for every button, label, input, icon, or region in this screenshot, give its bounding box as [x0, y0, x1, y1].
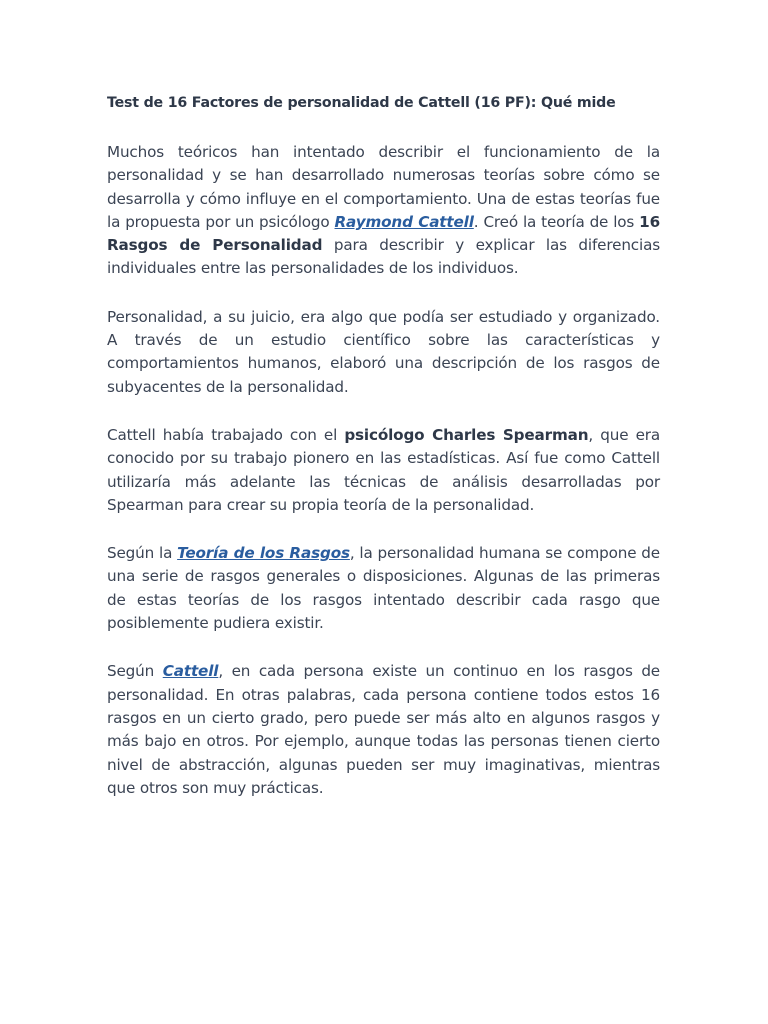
paragraph-1-text-a: Muchos teóricos han intentado describir el funcionamiento de la personalidad y se han desarrollado numerosas teorías sobre cómo se desarrolla y cómo influye en el comportamiento. Una de estas teorías fue la propuesta por un psicólogo [107, 143, 660, 231]
paragraph-1-text-b: . Creó la teoría de los [473, 212, 640, 231]
paragraph-1 [107, 141, 660, 281]
paragraph-2: Personalidad, a su juicio, era algo que podía ser estudiado y organizado. A través de un estudio científico sobre las características y comportamientos humanos, elaboró una descripción de los rasgos de subyacentes de la personalidad. [107, 307, 660, 396]
paragraph-3-text-a: Cattell había trabajado con el [107, 425, 345, 444]
paragraph-3 [107, 424, 660, 517]
paragraph-1-bold: 16 Rasgos de Personalidad [107, 212, 660, 255]
paragraph-3-text-b: , que era conocido por su trabajo pionero en las estadísticas. Así fue como Cattell utilizaría más adelante las técnicas de análisis desarrolladas por Spearman para crear su propia teoría de la personalidad. [107, 425, 661, 514]
paragraph-5-text-a: Según [107, 662, 163, 681]
paragraph-5 [107, 660, 660, 800]
paragraph-4-text-b: , la personalidad humana se compone de una serie de rasgos generales o disposiciones. Algunas de las primeras de estas teorías de los rasgos intentado describir cada rasgo que posiblemente pudiera existir. [107, 544, 660, 633]
paragraph-4 [107, 542, 660, 635]
paragraph-1-text-c: para describir y explicar las diferencias individuales entre las personalidades de los individuos. [107, 236, 660, 278]
cattell-link[interactable]: Cattell [162, 662, 219, 681]
paragraph-4-text-a: Según la [107, 544, 178, 563]
paragraph-5-text-b: , en cada persona existe un continuo en los rasgos de personalidad. En otras palabras, cada persona contiene todos estos 16 rasgos en un cierto grado, pero puede ser más alto en algunos rasgos y más bajo en otros. Por ejemplo, aunque todas las personas tienen cierto nivel de abstracción, algunas pueden ser muy imaginativas, mientras que otros son muy prácticas. [107, 662, 661, 797]
raymond-cattell-link[interactable]: Raymond Cattell [334, 212, 474, 231]
teoria-de-los-rasgos-link[interactable]: Teoría de los Rasgos [177, 544, 350, 563]
paragraph-3-bold: psicólogo Charles Spearman [344, 425, 589, 444]
document-title: Test de 16 Factores de personalidad de Cattell (16 PF): Qué mide [107, 95, 616, 111]
document-page [107, 92, 660, 825]
